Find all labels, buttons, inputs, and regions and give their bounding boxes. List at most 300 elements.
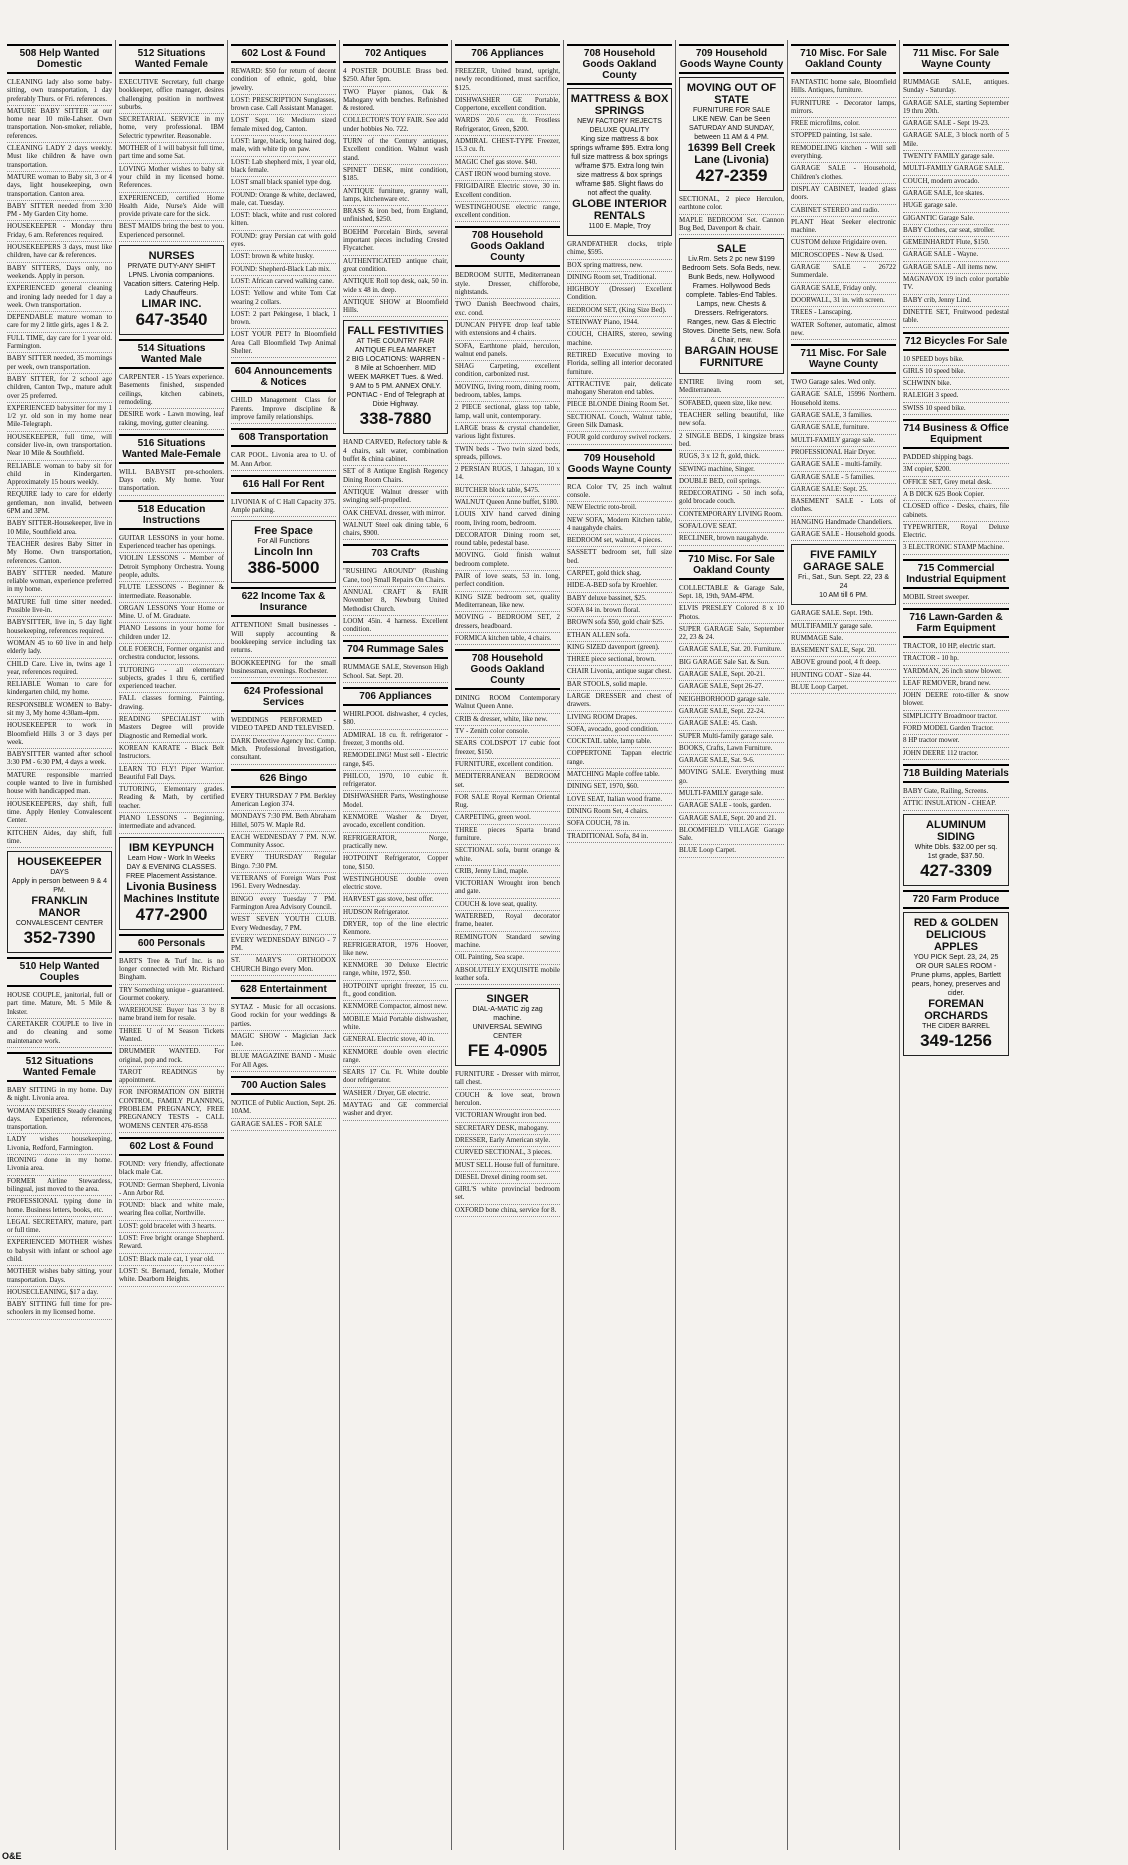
section-heading: 710 Misc. For Sale Oakland County (791, 44, 896, 74)
display-ad-name: GLOBE INTERIOR RENTALS (572, 198, 667, 222)
classified-ad: HANGING Handmade Chandeliers. (791, 517, 896, 529)
classified-ad: DINING Room set, Traditional. (567, 272, 672, 284)
classified-ad: ANTIQUE Walnut dresser with swinging self-propelled. (343, 487, 448, 508)
classified-ad: TRY Something unique - guaranteed. Gourmet cookery. (119, 985, 224, 1006)
classified-ad: BIG GARAGE Sale Sat. & Sun. (679, 657, 784, 669)
classified-ad: DISHWASHER Parts, Westinghouse Model. (343, 791, 448, 812)
classified-ad: COLLECTABLE & Garage Sale, Sept. 18, 19th, 9AM-4PM. (679, 583, 784, 604)
classified-ad: THREE piece sectional, brown. (567, 654, 672, 666)
display-ad-box (343, 320, 448, 434)
classified-ad: GARAGE SALE - Wayne. (903, 249, 1009, 261)
display-ad-box (119, 245, 224, 335)
classified-ad: BABY deluxe bassinet, $25. (567, 593, 672, 605)
classified-ad: MOTHER wishes baby sitting, your transportation. Days. (7, 1266, 112, 1287)
classified-ad: GARAGE SALE, 3 families. (791, 410, 896, 422)
section-heading: 518 Education Instructions (119, 500, 224, 530)
classified-ad: DRUMMER WANTED. For original, pop and rock. (119, 1046, 224, 1067)
classified-ad: LOST: PRESCRIPTION Sunglasses, brown case. Call Assistant Manager. (231, 95, 336, 116)
classified-ad: LARGE brass & crystal chandelier, various light fixtures. (455, 423, 560, 444)
classified-ad: OIL Painting, Sea scape. (455, 952, 560, 964)
classified-ad: WHIRLPOOL dishwasher, 4 cycles, $80. (343, 709, 448, 730)
classified-ad: GUITAR LESSONS in your home. Experienced teacher has openings. (119, 533, 224, 554)
classified-ad: EACH WEDNESDAY 7 PM. N.W. Community Assoc. (231, 832, 336, 853)
classified-ad: PADDED shipping bags. (903, 452, 1009, 464)
classified-ad: COUCH & love seat, quality. (455, 899, 560, 911)
classified-ad: GARAGE SALE - 26722 Summerdale. (791, 262, 896, 283)
display-ad-body: 10 AM till 6 PM. (819, 592, 868, 600)
display-ad-subtitle: White Dbls. $32.00 per sq. (914, 843, 998, 851)
display-ad-title: RED & GOLDEN DELICIOUS APPLES (913, 916, 999, 953)
classified-ad: CHAIR Livonia, antique sugar chest. (567, 666, 672, 678)
display-ad-title: NURSES (148, 250, 195, 263)
classified-ad: GARAGE SALE - All items new. (903, 262, 1009, 274)
classified-ad: TRACTOR, 10 HP, electric start. (903, 641, 1009, 653)
classified-ad: REMINGTON Standard sewing machine. (455, 932, 560, 953)
section-heading: 712 Bicycles For Sale (903, 332, 1009, 351)
classified-ad: SIMPLICITY Broadmoor tractor. (903, 711, 1009, 723)
classified-ad: HOUSEKEEPER to work in Bloomfield Hills 3 or 3 days per week. (7, 720, 112, 749)
classified-ad: ABOVE ground pool, 4 ft deep. (791, 657, 896, 669)
classified-ad: BART'S Tree & Turf Inc. is no longer connected with Mr. Richard Bingham. (119, 956, 224, 985)
classified-ad: CHILD Care. Live in, twins age 1 year, references required. (7, 659, 112, 680)
display-ad-body: Apply in person between 9 & 4 PM. (12, 878, 107, 895)
classified-ad: LOST: Black male cat, 1 year old. (119, 1254, 224, 1266)
classified-ad: MAGIC SHOW - Magician Jack Lee. (231, 1031, 336, 1052)
classified-ad: ATTRACTIVE pair, delicate mahogany Sheraton end tables. (567, 379, 672, 400)
display-ad-body: Bedroom Sets. Sofa Beds, new. Bunk Beds, new. Hollywood Frames. Hollywood Beds complete. Tables-End Tables. Lamps, new. Chests & Dressers. Refrigerators. Ranges, new. Gas & Electric Stoves. Dinette Sets, new. Sofa & Chair, new. (682, 265, 781, 345)
classified-ad: HOUSEKEEPERS 3 days, must like children, have car & references. (7, 242, 112, 263)
classified-ad: TV - Zenith color console. (455, 726, 560, 738)
classified-ad: ORGAN LESSONS Your Home or Mine. U. of M. Graduate. (119, 603, 224, 624)
classified-ad: HUNTING COAT - Size 44. (791, 670, 896, 682)
classified-ad: DECORATOR Dining room set, round table, pedestal base. (455, 530, 560, 551)
classified-ad: WALNUT Steel oak dining table, 6 chairs, $900. (343, 520, 448, 541)
classified-ad: GARAGE SALES - FOR SALE (231, 1119, 336, 1131)
classified-ad: WALNUT Queen Anne buffet, $180. (455, 497, 560, 509)
classified-ad: COPPERTONE Tappan electric range. (567, 748, 672, 769)
classified-ad: FURNITURE - Decorator lamps, mirrors. (791, 98, 896, 119)
section-heading: 708 Household Goods Oakland County (567, 44, 672, 85)
section-heading: 600 Personals (119, 934, 224, 953)
classified-ad: BABY Gate, Railing, Screens. (903, 786, 1009, 798)
display-ad-body: 2 BIG LOCATIONS: WARREN - 8 Mile at Schoenherr. MID WEEK MARKET Tues. & Wed. 9 AM to 5 PM. ANNEX ONLY. PONTIAC - End of Telegraph at Dixie Highway. (346, 356, 445, 409)
classified-ad: MOVING. Gold finish walnut bedroom complete. (455, 550, 560, 571)
classified-ad: BRASS & iron bed, from England, unfinished, $250. (343, 206, 448, 227)
classified-ad: GARAGE SALE - Household, Children's clothes. (791, 163, 896, 184)
section-heading: 718 Building Materials (903, 764, 1009, 783)
classified-ad: MATCHING Maple coffee table. (567, 769, 672, 781)
classified-ad: SASSETT bedroom set, full size bed. (567, 547, 672, 568)
classified-ad: BABY SITTER, for 2 school age children, Canton Twp., mature adult over 25 preferred. (7, 374, 112, 403)
classified-ad: LEGAL SECRETARY, mature, part or full time. (7, 1217, 112, 1238)
display-ad-name: Livonia Business Machines Institute (123, 880, 220, 905)
display-ad-box (903, 814, 1009, 886)
classified-ad: WATER Softener, automatic, almost new. (791, 320, 896, 341)
section-heading: 710 Misc. For Sale Oakland County (679, 550, 784, 580)
classified-ad: EVERY THURSDAY 7 PM. Berkley American Legion 374. (231, 791, 336, 812)
classified-ad: BABY SITTER needed. Mature reliable woman, experience preferred in my home. (7, 568, 112, 597)
classified-ad: MAGIC Chef gas stove. $40. (455, 157, 560, 169)
classified-ad: STEINWAY Piano, 1944. (567, 317, 672, 329)
classified-ad: MICROSCOPES - New & Used. (791, 250, 896, 262)
classified-ad: SECTIONAL sofa, burnt orange & white. (455, 845, 560, 866)
classified-ad: BLUE Loop Carpet. (679, 845, 784, 857)
classified-ad: MOTHER of 1 will babysit full time, part time and some Sat. (119, 143, 224, 164)
classified-ad: BLOOMFIELD VILLAGE Garage Sale. (679, 825, 784, 846)
section-heading: 702 Antiques (343, 44, 448, 63)
classified-ad: BEDROOM set, walnut, 4 pieces. (567, 535, 672, 547)
classified-column (900, 40, 1012, 1850)
classified-page (4, 40, 1124, 1850)
classified-ad: BABY SITTER needed from 3:30 PM - My Garden City home. (7, 201, 112, 222)
classified-ad: FULL TIME, day care for 1 year old. Farmington. (7, 333, 112, 354)
display-ad-phone: 477-2900 (135, 904, 208, 924)
section-heading: 510 Help Wanted Couples (7, 957, 112, 987)
classified-ad: RELIABLE woman to baby sit for child in Kindergarten. Approximately 15 hours weekly. (7, 461, 112, 490)
classified-ad: RUMMAGE Sale. (791, 633, 896, 645)
classified-ad: JOHN DEERE roto-tiller & snow blower. (903, 690, 1009, 711)
classified-ad: LADY wishes housekeeping, Livonia, Redford, Farmington. (7, 1134, 112, 1155)
classified-ad: GARAGE SALE - 5 families. (791, 472, 896, 484)
classified-ad: SOFA/LOVE SEAT. (679, 521, 784, 533)
classified-ad: WAREHOUSE Buyer has 3 by 8 name brand item for resale. (119, 1005, 224, 1026)
display-ad-name: FRANKLIN MANOR (31, 895, 88, 920)
classified-ad: 3M copier, $200. (903, 464, 1009, 476)
classified-ad: LOST Sept. 16: Medium sized female mixed dog, Canton. (231, 115, 336, 136)
section-heading: 716 Lawn-Garden & Farm Equipment (903, 608, 1009, 638)
classified-ad: MOBILE Maid Portable dishwasher, white. (343, 1014, 448, 1035)
classified-ad: NOTICE of Public Auction, Sept. 26. 10AM. (231, 1098, 336, 1119)
section-heading: 624 Professional Services (231, 682, 336, 712)
classified-ad: RECLINER, brown naugahyde. (679, 533, 784, 545)
classified-ad: OLE FOERCH, Former organist and orchestra conductor, lessons. (119, 644, 224, 665)
classified-ad: TUTORING, Elementary grades. Reading & Math, by certified teacher. (119, 784, 224, 813)
classified-ad: DEPENDABLE mature woman to care for my 2 little girls, ages 1 & 2. (7, 312, 112, 333)
classified-ad: RUGS, 3 x 12 ft, gold, thick. (679, 451, 784, 463)
classified-ad: MUST SELL House full of furniture. (455, 1160, 560, 1172)
display-ad-subtitle: For All Functions (257, 538, 310, 546)
classified-ad: CARETAKER COUPLE to live in and do cleaning and some maintenance work. (7, 1019, 112, 1048)
classified-ad: GARAGE SALE, Sat. 9-6. (679, 755, 784, 767)
classified-ad: GRANDFATHER clocks, triple chime, $595. (567, 239, 672, 260)
classified-ad: TRADITIONAL Sofa, 84 in. (567, 831, 672, 843)
classified-ad: BABY SITTING in my home. Day & night. Livonia area. (7, 1085, 112, 1106)
display-ad-subtitle: NEW FACTORY REJECTS DELUXE QUALITY (577, 118, 662, 134)
classified-ad: FORMICA kitchen table, 4 chairs. (455, 633, 560, 645)
classified-ad: SWISS 10 speed bike. (903, 403, 1009, 415)
classified-ad: RESPONSIBLE WOMEN to Baby-sit my 3, My home 4:30am-4pm. (7, 700, 112, 721)
classified-ad: SOFA, avocado, good condition. (567, 724, 672, 736)
classified-ad: TEACHER desires Baby Sitter in My Home. Own transportation, references. Canton. (7, 539, 112, 568)
section-heading: 608 Transportation (231, 428, 336, 447)
classified-ad: LIVONIA K of C Hall Capacity 375. Ample parking. (231, 497, 336, 518)
display-ad-subtitle: DIAL-A-MATIC zig zag machine. (472, 1006, 543, 1023)
classified-ad: TAROT READINGS by appointment. (119, 1067, 224, 1088)
section-heading: 508 Help Wanted Domestic (7, 44, 112, 74)
classified-ad: 3 ELECTRONIC STAMP Machine. (903, 542, 1009, 554)
section-heading: 709 Household Goods Wayne County (567, 449, 672, 479)
classified-ad: GARAGE SALE, furniture. (791, 422, 896, 434)
classified-ad: ETHAN ALLEN sofa. (567, 630, 672, 642)
classified-ad: WILL BABYSIT pre-schoolers. Days only. My home. Your transportation. (119, 467, 224, 496)
classified-ad: REDECORATING - 50 inch sofa, gold brocade couch. (679, 488, 784, 509)
display-ad-title: SINGER (486, 993, 529, 1006)
classified-ad: GARAGE SALE, 3 block north of 5 Mile. (903, 130, 1009, 151)
classified-ad: TRACTOR - 10 hp. (903, 653, 1009, 665)
display-ad-subtitle: Liv.Rm. Sets 2 pc new $199 (688, 256, 775, 264)
classified-ad: ENTIRE living room set, Mediterranean. (679, 377, 784, 398)
classified-ad: WASHER / Dryer, GE electric. (343, 1088, 448, 1100)
display-ad-subtitle: DAYS (50, 869, 69, 877)
classified-ad: HARVEST gas stove, best offer. (343, 894, 448, 906)
classified-ad: ANTIQUE furniture, granny wall, lamps, kitchenware etc. (343, 186, 448, 207)
classified-ad: GARAGE SALE, Sept. 20 and 21. (679, 813, 784, 825)
display-ad-box (679, 238, 784, 374)
display-ad-phone: 386-5000 (247, 558, 320, 578)
classified-ad: MULTI-FAMILY garage sale. (679, 788, 784, 800)
classified-ad: COCKTAIL table, lamp table. (567, 736, 672, 748)
classified-ad: 10 SPEED boys bike. (903, 354, 1009, 366)
classified-ad: FREE microfilms, color. (791, 118, 896, 130)
display-ad-name-line2: THE CIDER BARREL (922, 1022, 990, 1030)
classified-ad: MATURE responsible married couple wanted to live in furnished house with handicapped man. (7, 770, 112, 799)
classified-ad: THREE U of M Season Tickets Wanted. (119, 1026, 224, 1047)
classified-ad: NEW Electric roto-broil. (567, 502, 672, 514)
classified-ad: EXPERIENCED MOTHER wishes to babysit with infant or school age child. (7, 1237, 112, 1266)
classified-ad: RUMMAGE SALE, antiques. Sunday - Saturday. (903, 77, 1009, 98)
display-ad-phone: 427-2359 (695, 166, 768, 185)
classified-column (4, 40, 116, 1850)
display-ad-title: MATTRESS & BOX SPRINGS (570, 93, 669, 117)
classified-ad: KOREAN KARATE - Black Belt Instructors. (119, 743, 224, 764)
classified-ad: GARAGE SALE: Sept. 25. (791, 484, 896, 496)
classified-column (676, 40, 788, 1850)
classified-ad: BAR STOOLS, solid maple. (567, 679, 672, 691)
classified-ad: FALL classes forming. Painting, drawing. (119, 693, 224, 714)
classified-ad: HOUSEKEEPER - Monday thru Friday, 6 am. References required. (7, 221, 112, 242)
classified-ad: BEDROOM SUITE, Mediterranean style. Dresser, chifforobe, nightstands. (455, 270, 560, 299)
classified-ad: RCA Color TV, 25 inch walnut console. (567, 482, 672, 503)
classified-ad: PIECE BLONDE Dining Room Set. (567, 399, 672, 411)
classified-ad: BEDROOM SET, (King Size Bed). (567, 305, 672, 317)
display-ad-body: LPNS. Livonia companions. Vacation sitters. Catering Help. Lady Chauffeurs. (123, 272, 220, 298)
classified-ad: SCHWINN bike. (903, 378, 1009, 390)
classified-ad: PIANO Lessons in your home for children under 12. (119, 623, 224, 644)
classified-ad: STOPPED painting, 1st sale. (791, 130, 896, 142)
classified-ad: ANNUAL CRAFT & FAIR November 8, Newburg United Methodist Church. (343, 587, 448, 616)
classified-ad: HOTPOINT upright freezer, 15 cu. ft., good condition. (343, 981, 448, 1002)
classified-ad: TYPEWRITER, Royal Deluxe Electric. (903, 522, 1009, 543)
classified-ad: GARAGE SALE, starting September 19 thru 20th. (903, 98, 1009, 119)
classified-ad: DUNCAN PHYFE drop leaf table with extensions and 4 chairs. (455, 320, 560, 341)
classified-ad: TWENTY FAMILY garage sale. (903, 151, 1009, 163)
classified-ad: 2 PERSIAN RUGS, 1 Jahagan, 10 x 14. (455, 464, 560, 485)
classified-ad: WESTINGHOUSE double oven electric stove. (343, 874, 448, 895)
classified-ad: ADMIRAL CHEST-TYPE Freezer, 15.3 cu. ft. (455, 136, 560, 157)
classified-ad: FOR INFORMATION ON BIRTH CONTROL, FAMILY PLANNING, PROBLEM PREGNANCY, FREE PREGNANCY TESTS - CALL WOMENS CENTER 476-8558 (119, 1087, 224, 1132)
classified-ad: VICTORIAN Wrought iron bed. (455, 1110, 560, 1122)
classified-ad: SHAG Carpeting, excellent condition, carbonized rust. (455, 361, 560, 382)
display-ad-title: FALL FESTIVITIES (347, 325, 444, 338)
classified-ad: KENMORE Washer & Dryer, avocado, excellent condition. (343, 812, 448, 833)
classified-ad: DINING ROOM Contemporary Walnut Queen Anne. (455, 693, 560, 714)
classified-ad: READING SPECIALIST with Masters Degree will provide Diagnostic and Remedial work. (119, 714, 224, 743)
display-ad-name: FOREMAN ORCHARDS (924, 997, 988, 1022)
classified-ad: SET of 8 Antique English Regency Dining Room Chairs. (343, 466, 448, 487)
classified-ad: MEDITERRANEAN BEDROOM set. (455, 771, 560, 792)
display-ad-title: SALE (716, 243, 747, 256)
classified-ad: MOVING, living room, dining room, bedroom, tables, lamps. (455, 382, 560, 403)
section-heading: 704 Rummage Sales (343, 640, 448, 659)
section-heading: 628 Entertainment (231, 980, 336, 999)
display-ad-phone: 352-7390 (23, 928, 96, 948)
classified-column (340, 40, 452, 1850)
display-ad-body: 1st grade, $37.50. (927, 852, 985, 860)
display-ad-name-line2: 1100 E. Maple, Troy (588, 223, 651, 230)
classified-ad: LEAF REMOVER, brand new. (903, 678, 1009, 690)
display-ad-title: Free Space (254, 525, 313, 538)
classified-ad: DESIRE work - Lawn mowing, leaf raking, moving, gutter cleaning. (119, 409, 224, 430)
classified-ad: GARAGE SALE, Ice skates. (903, 188, 1009, 200)
classified-ad: SEARS 17 Cu. Ft. White double door refrigerator. (343, 1067, 448, 1088)
display-ad-name: LIMAR INC. (141, 298, 202, 311)
classified-ad: GARAGE SALE, Sept. 20-21. (679, 669, 784, 681)
display-ad-body: OR OUR SALES ROOM - Prune plums, apples, Bartlett pears, honey, preserves and cider. (911, 962, 1001, 997)
classified-ad: CAR POOL. Livonia area to U. of M. Ann Arbor. (231, 450, 336, 471)
classified-ad: DRESSER, Early American style. (455, 1135, 560, 1147)
classified-ad: ADMIRAL 18 cu. ft. refrigerator - freezer, 3 months old. (343, 730, 448, 751)
section-heading: 516 Situations Wanted Male-Female (119, 434, 224, 464)
classified-ad: KENMORE Compactor, almost new. (343, 1001, 448, 1013)
classified-ad: ANTIQUE Roll top desk, oak, 50 in. wide x 48 in. deep. (343, 276, 448, 297)
classified-ad: HUDSON Refrigerator. (343, 907, 448, 919)
classified-ad: BOOKS, Crafts, Lawn Furniture. (679, 743, 784, 755)
classified-ad: NEW SOFA, Modern Kitchen table, 4 naugahyde chairs. (567, 515, 672, 536)
classified-ad: SUPER GARAGE Sale, September 22, 23 & 24. (679, 624, 784, 645)
classified-ad: CAST IRON wood burning stove. (455, 169, 560, 181)
classified-ad: WOMAN 45 to 60 live in and help elderly lady. (7, 638, 112, 659)
display-ad-box (7, 851, 112, 953)
classified-ad: MOVING - BEDROOM SET, 2 dressers, headboard. (455, 612, 560, 633)
display-ad-subtitle: Learn How - Work In Weeks (127, 854, 216, 862)
classified-ad: BABYSITTER wanted after school 3:30 PM - 6:30 PM, 4 days a week. (7, 749, 112, 770)
classified-ad: LOOM 45in. 4 harness. Excellent condition. (343, 616, 448, 637)
classified-ad: REMODELING kitchen - Will sell everything. (791, 143, 896, 164)
display-ad-box (903, 912, 1009, 1056)
classified-ad: GARAGE SALE - multi-family. (791, 459, 896, 471)
classified-ad: EXECUTIVE Secretary, full charge bookkeeper, office manager, desires challenging position in northwest suburbs. (119, 77, 224, 114)
classified-ad: FANTASTIC home sale, Bloomfield Hills. Antiques, furniture. (791, 77, 896, 98)
section-heading: 711 Misc. For Sale Wayne County (903, 44, 1009, 74)
classified-ad: BABY crib, Jenny Lind. (903, 295, 1009, 307)
classified-ad: 4 POSTER DOUBLE Brass bed. $250. After 5pm. (343, 66, 448, 87)
classified-ad: BABY SITTERS, Days only, no weekends. Apply in person. (7, 263, 112, 284)
display-ad-title: IBM KEYPUNCH (129, 841, 214, 854)
classified-ad: BINGO every Tuesday 7 PM. Farmington Area Advisory Council. (231, 894, 336, 915)
display-ad-subtitle: AT THE COUNTRY FAIR ANTIQUE FLEA MARKET (354, 338, 437, 355)
classified-ad: GARAGE SALE, 15996 Northern. Household items. (791, 389, 896, 410)
classified-ad: MOVING SALE. Everything must go. (679, 767, 784, 788)
section-heading: 714 Business & Office Equipment (903, 419, 1009, 449)
display-ad-box (679, 77, 784, 191)
classified-ad: LOVE SEAT, Italian wood frame. (567, 794, 672, 806)
display-ad-phone: 647-3540 (135, 310, 208, 330)
classified-ad: RUMMAGE SALE, Stevenson High School. Sat. Sept. 20. (343, 662, 448, 683)
classified-ad: CABINET STEREO and radio. (791, 205, 896, 217)
classified-ad: BASEMENT SALE - Lots of clothes. (791, 496, 896, 517)
section-heading: 703 Crafts (343, 544, 448, 563)
classified-ad: SOFA COUCH, 78 in. (567, 818, 672, 830)
classified-ad: SOFA, Earthtone plaid, herculon, walnut end panels. (455, 341, 560, 362)
classified-ad: COUCH, modern avocado. (903, 176, 1009, 188)
display-ad-subtitle: YOU PICK Sept. 23, 24, 25 (913, 953, 999, 961)
display-ad-body: King size mattress & box springs w/frame $95. Extra long full size mattress & box springs w/frame $75. Extra long twin size mattress & box springs w/frame $85. Slight flaws do not affect the quality. (570, 136, 669, 197)
classified-ad: TWO Danish Beechwood chairs, exc. cond. (455, 299, 560, 320)
classified-ad: TWO Player pianos, Oak & Mahogany with benches. Refinished & restored. (343, 87, 448, 116)
classified-ad: MATURE BABY SITTER at our home near 10 mile-Lahser. Own transportation. Non-smoker, reliable, references. (7, 106, 112, 143)
classified-ad: SEARS COLDSPOT 17 cubic foot freezer, $150. (455, 738, 560, 759)
classified-ad: HOTPOINT Refrigerator, Copper tone, $150. (343, 853, 448, 874)
classified-ad: CLEANING LADY 2 days weekly. Must like children & have own transportation. (7, 143, 112, 172)
section-heading: 602 Lost & Found (231, 44, 336, 63)
display-ad-subtitle: FURNITURE FOR SALE (692, 107, 770, 114)
classified-ad: SYTAZ - Music for all occasions. Good rockin for your weddings & parties. (231, 1002, 336, 1031)
classified-ad: LOST: Lab shepherd mix, 1 year old, black female. (231, 157, 336, 178)
classified-ad: BROWN sofa $50, gold chair $25. (567, 617, 672, 629)
classified-ad: SOFABED, queen size, like new. (679, 398, 784, 410)
display-ad-box (455, 988, 560, 1066)
classified-ad: MATURE full time sitter needed. Possible live-in. (7, 597, 112, 618)
classified-ad: GIGANTIC Garage Sale. (903, 213, 1009, 225)
classified-ad: EVERY THURSDAY Regular Bingo. 7:30 PM. (231, 852, 336, 873)
classified-ad: SECTIONAL, 2 piece Herculon, earthtone color. (679, 194, 784, 215)
classified-ad: WARDS 20.6 cu. ft. Frostless Refrigerator, Green, $200. (455, 115, 560, 136)
classified-ad: MATURE woman to Baby sit, 3 or 4 days, light housekeeping, own transportation. Canton area. (7, 172, 112, 201)
classified-ad: ATTENTION! Small businesses - Will supply accounting & bookkeeping service including tax returns. (231, 620, 336, 657)
classified-ad: SECRETARIAL SERVICE in my home, very professional. IBM Selectric typewriter. Reasonable. (119, 114, 224, 143)
classified-column (116, 40, 228, 1850)
display-ad-title: FIVE FAMILY GARAGE SALE (803, 549, 884, 574)
classified-ad: GARAGE SALE, Sat. 20. Furniture. (679, 644, 784, 656)
classified-ad: FOUND: black and white male, wearing flea collar, Northville. (119, 1200, 224, 1221)
display-ad-phone: 427-3309 (920, 860, 992, 880)
classified-ad: SECTIONAL Couch, Walnut table, Green Silk Damask. (567, 412, 672, 433)
classified-ad: FOUND: gray Persian cat with gold eyes. (231, 231, 336, 252)
classified-ad: DIESEL Drexel dining room set. (455, 1172, 560, 1184)
display-ad-box (791, 544, 896, 605)
classified-ad: IRONING done in my home. Livonia area. (7, 1155, 112, 1176)
classified-ad: HAND CARVED, Refectory table & 4 chairs, salt water, combination buffet & china cabinet. (343, 437, 448, 466)
classified-ad: LOST: St. Bernard, female, Mother white. Dearborn Heights. (119, 1266, 224, 1287)
classified-ad: ELVIS PRESLEY Colored 8 x 10 Photos. (679, 603, 784, 624)
section-heading: 512 Situations Wanted Female (119, 44, 224, 74)
classified-ad: DINING SET, 1970, $60. (567, 781, 672, 793)
classified-ad: BLUE Loop Carpet. (791, 682, 896, 694)
classified-ad: FOUR gold corduroy swivel rockers. (567, 432, 672, 444)
classified-ad: SUPER Multi-family garage sale. (679, 731, 784, 743)
classified-ad: REFRIGERATOR, 1976 Hoover, like new. (343, 940, 448, 961)
classified-ad: WOMAN DESIRES Steady cleaning days. Experience, references, transportation. (7, 1106, 112, 1135)
classified-ad: AUTHENTICATED antique chair, great condition. (343, 256, 448, 277)
classified-ad: KING SIZE bedroom set, quality Mediterranean, like new. (455, 592, 560, 613)
classified-ad: OXFORD bone china, service for 8. (455, 1205, 560, 1217)
classified-ad: BOOKKEEPING for the small businessman, evenings. Rochester. (231, 658, 336, 679)
classified-ad: MONDAYS 7:30 PM. Beth Abraham Hillel, 5075 W. Maple Rd. (231, 811, 336, 832)
classified-ad: DISPLAY CABINET, leaded glass doors. (791, 184, 896, 205)
section-heading: 602 Lost & Found (119, 1137, 224, 1156)
display-ad-body: UNIVERSAL SEWING CENTER (472, 1024, 543, 1041)
classified-ad: LOST: gold bracelet with 3 hearts. (119, 1221, 224, 1233)
